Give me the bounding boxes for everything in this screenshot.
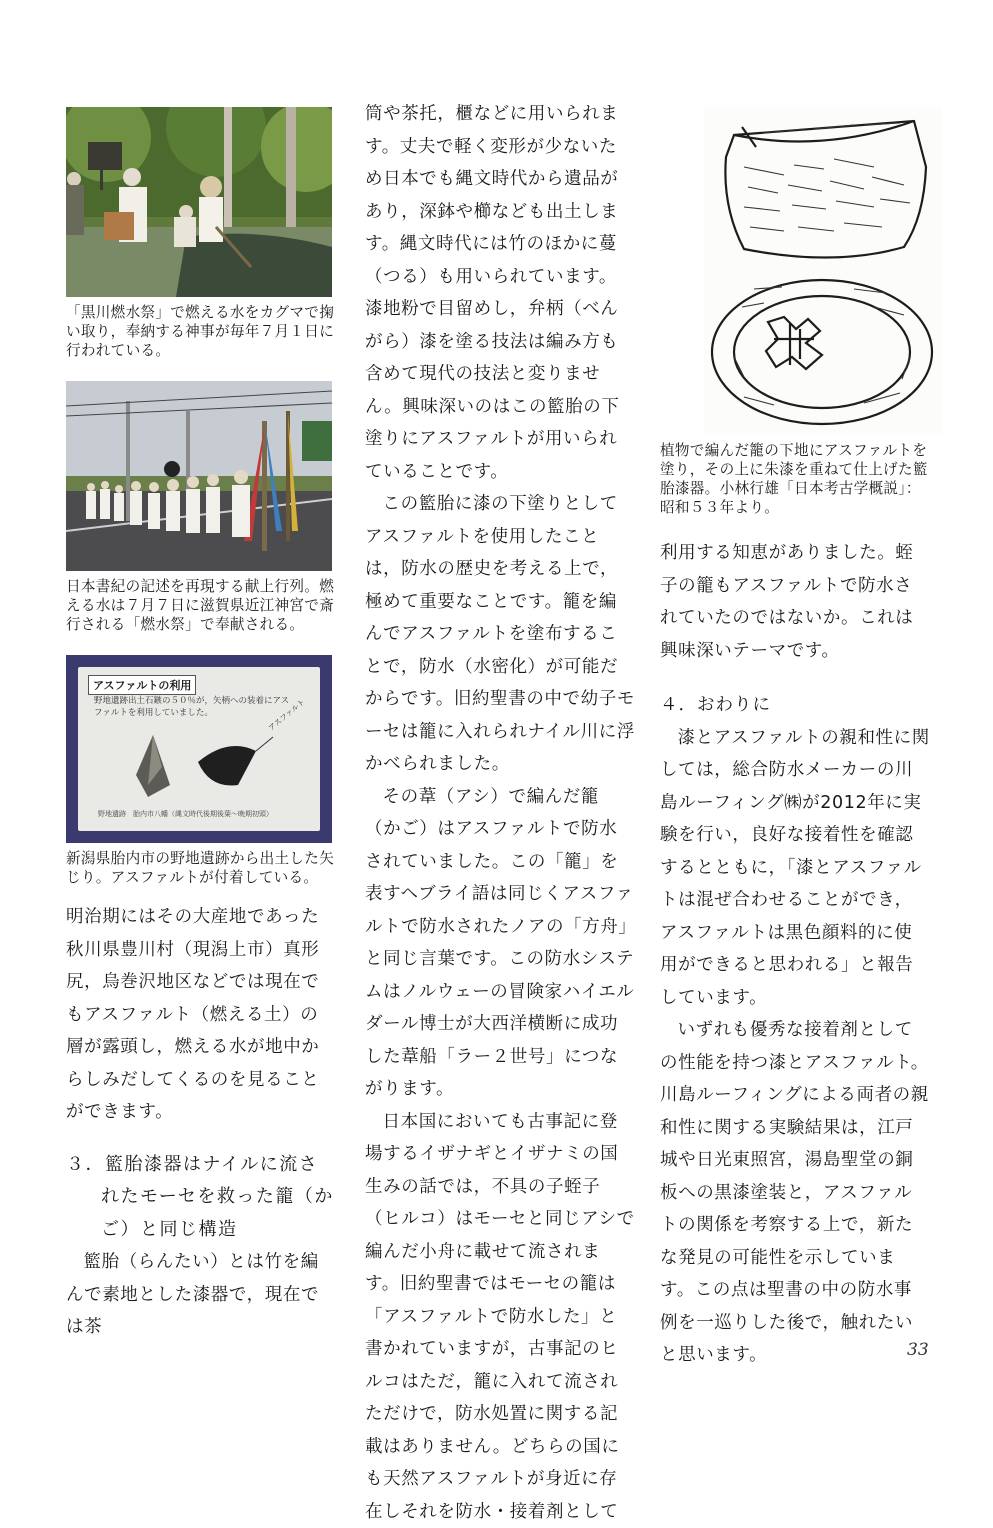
exhibit-text: 野地遺跡出土石鏃の５０％が，矢柄への装着にアスファルトを利用していました。 [94,695,294,719]
col3-paragraph-3: いずれも優秀な接着剤としての性能を持つ漆とアスファルト。川島ルーフィングによる両者の親和性に関する実験結果は，江戸城や日光東照宮，湯島聖堂の銅板への黒漆塗装と，アスファルトの関係を考察する上で，新たな発見の可能性を示しています。この点は聖書の中の防水事例を一巡りした後で，触れたいと思います。 [660,1014,930,1372]
section-4-heading: ４．おわりに [660,689,930,722]
photo-shrine-ritual [66,107,332,297]
col1-paragraph-1: 明治期にはその大産地であった秋川県豊川村（現潟上市）真形尻，烏巻沢地区などでは現在でもアスファルト（燃える土）の層が露頭し，燃える水が地中からしみだしてくるのを見ることができます。 [66,901,336,1129]
caption-photo-procession: 日本書紀の記述を再現する献上行列。燃える水は７月７日に滋賀県近江神宮で斎行される「燃水祭」で奉献される。 [66,577,336,634]
exhibit-title: アスファルトの利用 [88,675,196,695]
exhibit-footer: 野地遺跡 胎内市八幡（縄文時代後期後葉～晩期初頭） [98,809,313,819]
column-left [66,107,336,1344]
col3-paragraph-2: 漆とアスファルトの親和性に関しては，総合防水メーカーの川島ルーフィング㈱が2012年に実験を行い，良好な接着性を確認するとともに，「漆とアスファルトは混ぜ合わせることができ，アスファルトは黒色顔料的に使用ができると思われる」と報告しています。 [660,722,930,1015]
drawing-lacquerware [704,107,942,435]
col2-paragraph-3: その葦（アシ）で編んだ籠（かご）はアスファルトで防水されていました。この「籠」を表すヘブライ語は同じくアスファルトで防水されたノアの「方舟」と同じ言葉です。この防水システムはノルウェーの冒険家ハイエルダール博士が大西洋横断に成功した葦船「ラー２世号」につながります。 [365,781,635,1106]
photo-procession-image [66,381,332,571]
col1-body [66,901,336,1344]
col3-body [660,537,930,1372]
exhibit-card [78,667,320,831]
section-3-heading-line-2: れたモーセを救った籠（か [66,1181,336,1214]
caption-photo-shrine-ritual: 「黒川燃水祭」で燃える水をカグマで掬い取り，奉納する神事が毎年７月１日に行われている。 [66,303,336,360]
column-right [660,107,930,1372]
page-number: 33 [907,1340,929,1360]
column-middle [365,98,635,1528]
col2-paragraph-2: この籃胎に漆の下塗りとしてアスファルトを使用したことは，防水の歴史を考える上で，極めて重要なことです。籠を編んでアスファルトを塗布することで，防水（水密化）が可能だからです。旧約聖書の中で幼子モーセは籠に入れられナイル川に浮かべられました。 [365,488,635,781]
section-3-heading-line-1: ３．籃胎漆器はナイルに流さ [66,1149,336,1182]
col1-paragraph-2: 籃胎（らんたい）とは竹を編んで素地とした漆器で，現在では茶 [66,1246,336,1344]
caption-drawing: 植物で編んだ籠の下地にアスファルトを塗り，その上に朱漆を重ねて仕上げた籃胎漆器。小林行雄「日本考古学概説」：昭和５３年より。 [660,441,930,517]
col2-paragraph-1: 筒や茶托，櫃などに用いられます。丈夫で軽く変形が少ないため日本でも縄文時代から遺品があり，深鉢や櫛なども出土します。縄文時代には竹のほかに蔓（つる）も用いられています。漆地粉で目留めし，弁柄（べんがら）漆を塗る技法は編み方も含めて現代の技法と変りません。興味深いのはこの籃胎の下塗りにアスファルトが用いられていることです。 [365,98,635,488]
photo-shrine-ritual-image [66,107,332,297]
drawing-lacquerware-image [704,107,942,435]
section-3-heading-line-3: ご）と同じ構造 [66,1214,336,1247]
exhibit-arrowheads [78,667,320,831]
col3-paragraph-1: 利用する知恵がありました。蛭子の籠もアスファルトで防水されていたのではないか。これは興味深いテーマです。 [660,537,930,667]
photo-procession [66,381,332,571]
col2-paragraph-4: 日本国においても古事記に登場するイザナギとイザナミの国生みの話では，不具の子蛭子（ヒルコ）はモーセと同じアシで編んだ小舟に載せて流されます。旧約聖書ではモーセの籠は「アスファルトで防水した」と書かれていますが，古事記のヒルコはただ，籠に入れて流されただけで，防水処置に関する記載はありません。どちらの国にも天然アスファルトが身近に存在しそれを防水・接着剤として [365,1106,635,1528]
photo-exhibit-panel [66,655,332,843]
caption-photo-exhibit: 新潟県胎内市の野地遺跡から出土した矢じり。アスファルトが付着している。 [66,849,336,887]
exhibit-arrow-label: アスファルト [266,696,307,733]
